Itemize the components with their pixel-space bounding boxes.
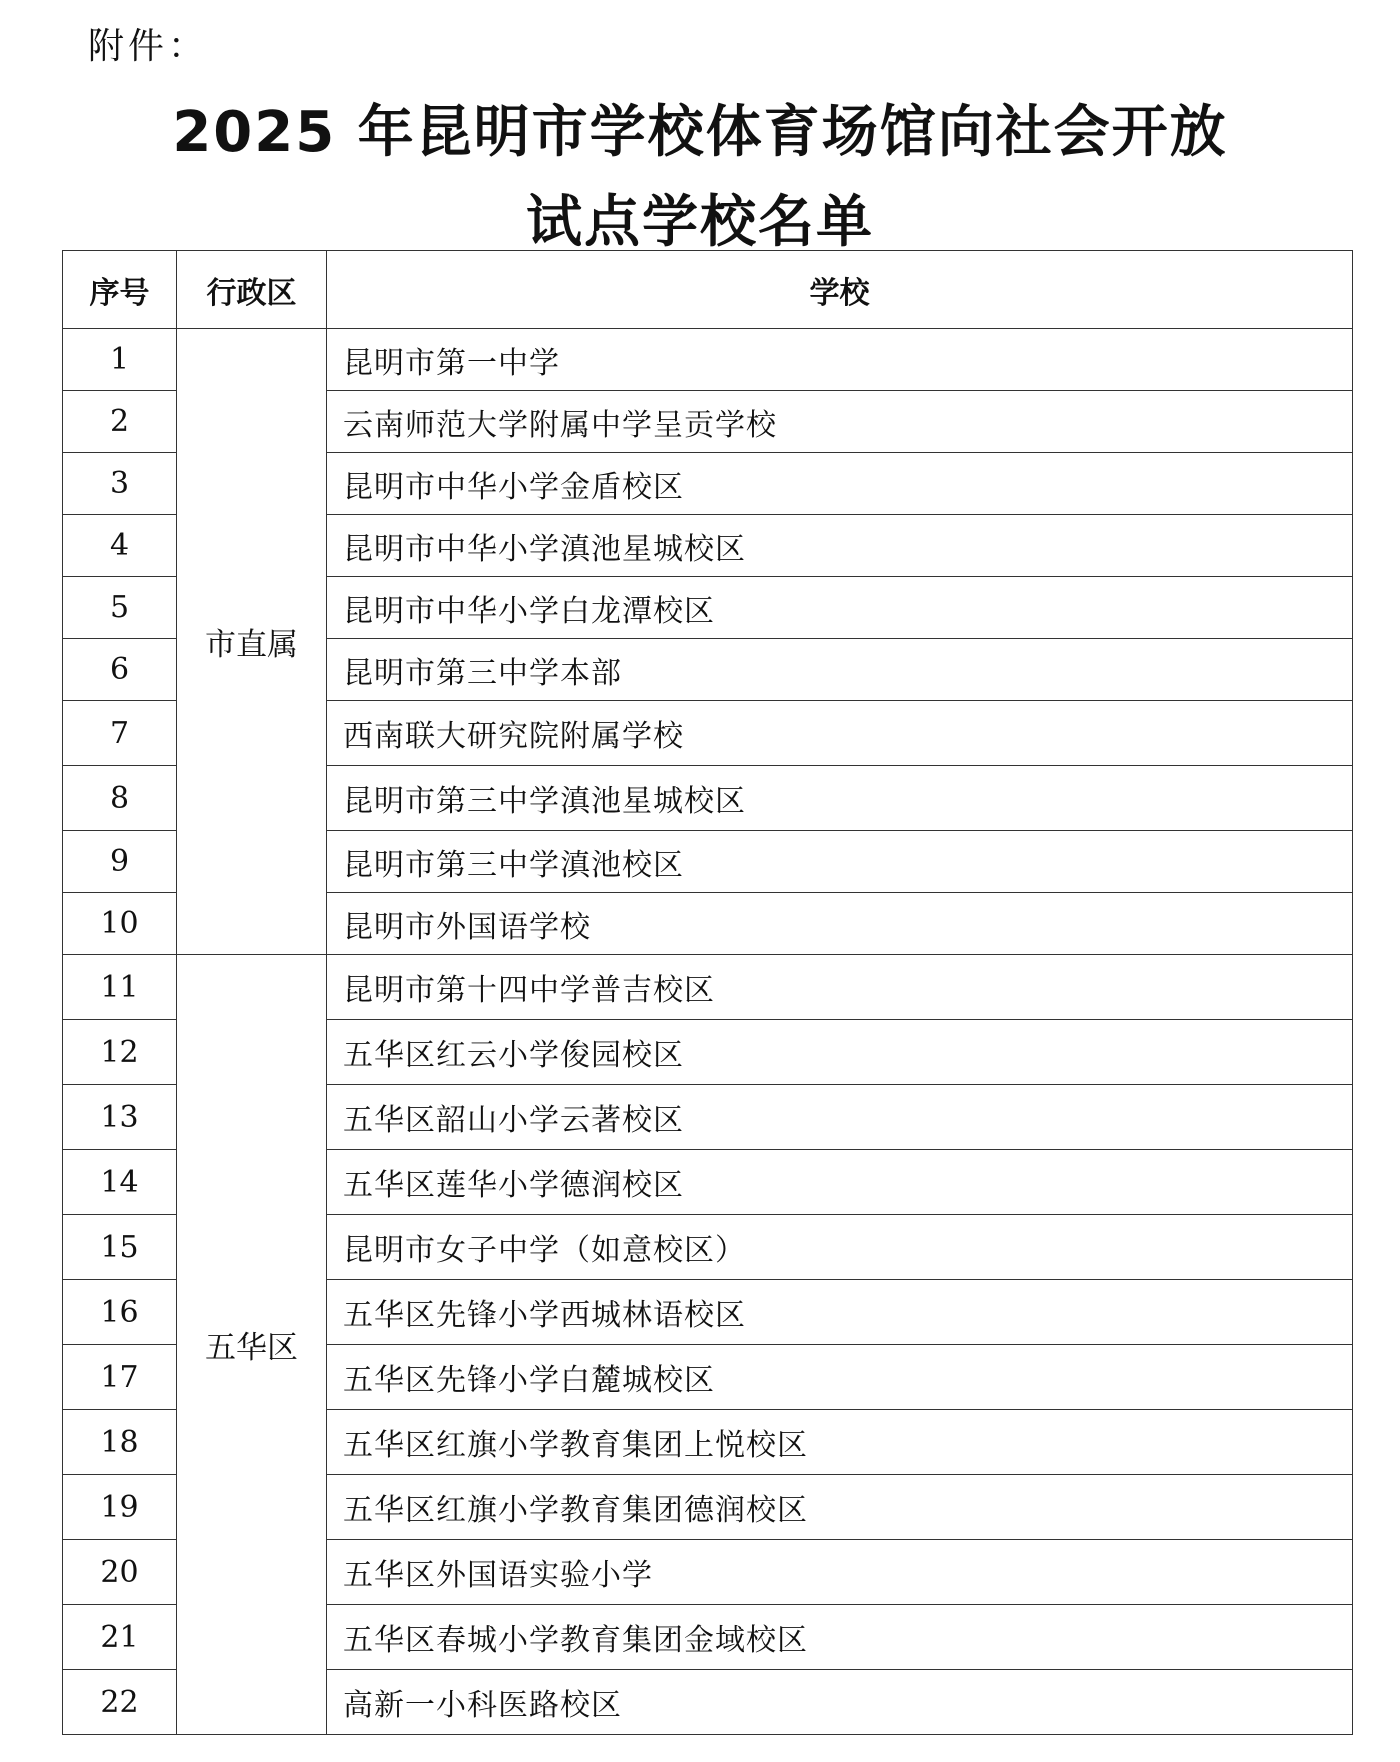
school-list-table — [62, 250, 1353, 1735]
table-row — [63, 329, 1353, 391]
row-number: 1 — [63, 329, 177, 391]
school-name: 五华区先锋小学西城林语校区 — [327, 1280, 1353, 1345]
column-header-number: 序号 — [63, 251, 177, 329]
school-name: 昆明市第三中学滇池校区 — [327, 831, 1353, 893]
school-name: 西南联大研究院附属学校 — [327, 701, 1353, 766]
school-name: 昆明市外国语学校 — [327, 893, 1353, 955]
district-cell: 市直属 — [177, 329, 327, 955]
row-number: 12 — [63, 1020, 177, 1085]
row-number: 4 — [63, 515, 177, 577]
row-number: 6 — [63, 639, 177, 701]
column-header-district: 行政区 — [177, 251, 327, 329]
row-number: 19 — [63, 1475, 177, 1540]
table-body — [63, 329, 1353, 1735]
attachment-label: 附件： — [88, 26, 209, 67]
school-name: 五华区外国语实验小学 — [327, 1540, 1353, 1605]
row-number: 10 — [63, 893, 177, 955]
row-number: 11 — [63, 955, 177, 1020]
school-name: 五华区红旗小学教育集团德润校区 — [327, 1475, 1353, 1540]
row-number: 18 — [63, 1410, 177, 1475]
row-number: 5 — [63, 577, 177, 639]
table-row — [63, 955, 1353, 1020]
table-header-row — [63, 251, 1353, 329]
district-cell: 五华区 — [177, 955, 327, 1735]
school-name: 昆明市第一中学 — [327, 329, 1353, 391]
row-number: 21 — [63, 1605, 177, 1670]
page-title-line-2: 试点学校名单 — [526, 190, 874, 255]
row-number: 9 — [63, 831, 177, 893]
school-name: 五华区先锋小学白麓城校区 — [327, 1345, 1353, 1410]
school-name: 五华区莲华小学德润校区 — [327, 1150, 1353, 1215]
row-number: 22 — [63, 1670, 177, 1735]
school-name: 五华区韶山小学云著校区 — [327, 1085, 1353, 1150]
row-number: 15 — [63, 1215, 177, 1280]
row-number: 14 — [63, 1150, 177, 1215]
school-name: 五华区红旗小学教育集团上悦校区 — [327, 1410, 1353, 1475]
school-name: 昆明市第三中学本部 — [327, 639, 1353, 701]
row-number: 17 — [63, 1345, 177, 1410]
school-name: 昆明市第三中学滇池星城校区 — [327, 766, 1353, 831]
row-number: 2 — [63, 391, 177, 453]
row-number: 20 — [63, 1540, 177, 1605]
school-name: 五华区春城小学教育集团金域校区 — [327, 1605, 1353, 1670]
school-name: 昆明市第十四中学普吉校区 — [327, 955, 1353, 1020]
column-header-school: 学校 — [327, 251, 1353, 329]
row-number: 13 — [63, 1085, 177, 1150]
row-number: 3 — [63, 453, 177, 515]
school-name: 云南师范大学附属中学呈贡学校 — [327, 391, 1353, 453]
school-name: 高新一小科医路校区 — [327, 1670, 1353, 1735]
row-number: 8 — [63, 766, 177, 831]
page-title-line-1: 2025 年昆明市学校体育场馆向社会开放 — [172, 100, 1228, 165]
row-number: 7 — [63, 701, 177, 766]
school-name: 五华区红云小学俊园校区 — [327, 1020, 1353, 1085]
school-name: 昆明市中华小学金盾校区 — [327, 453, 1353, 515]
school-name: 昆明市中华小学滇池星城校区 — [327, 515, 1353, 577]
school-name: 昆明市女子中学（如意校区） — [327, 1215, 1353, 1280]
row-number: 16 — [63, 1280, 177, 1345]
school-name: 昆明市中华小学白龙潭校区 — [327, 577, 1353, 639]
